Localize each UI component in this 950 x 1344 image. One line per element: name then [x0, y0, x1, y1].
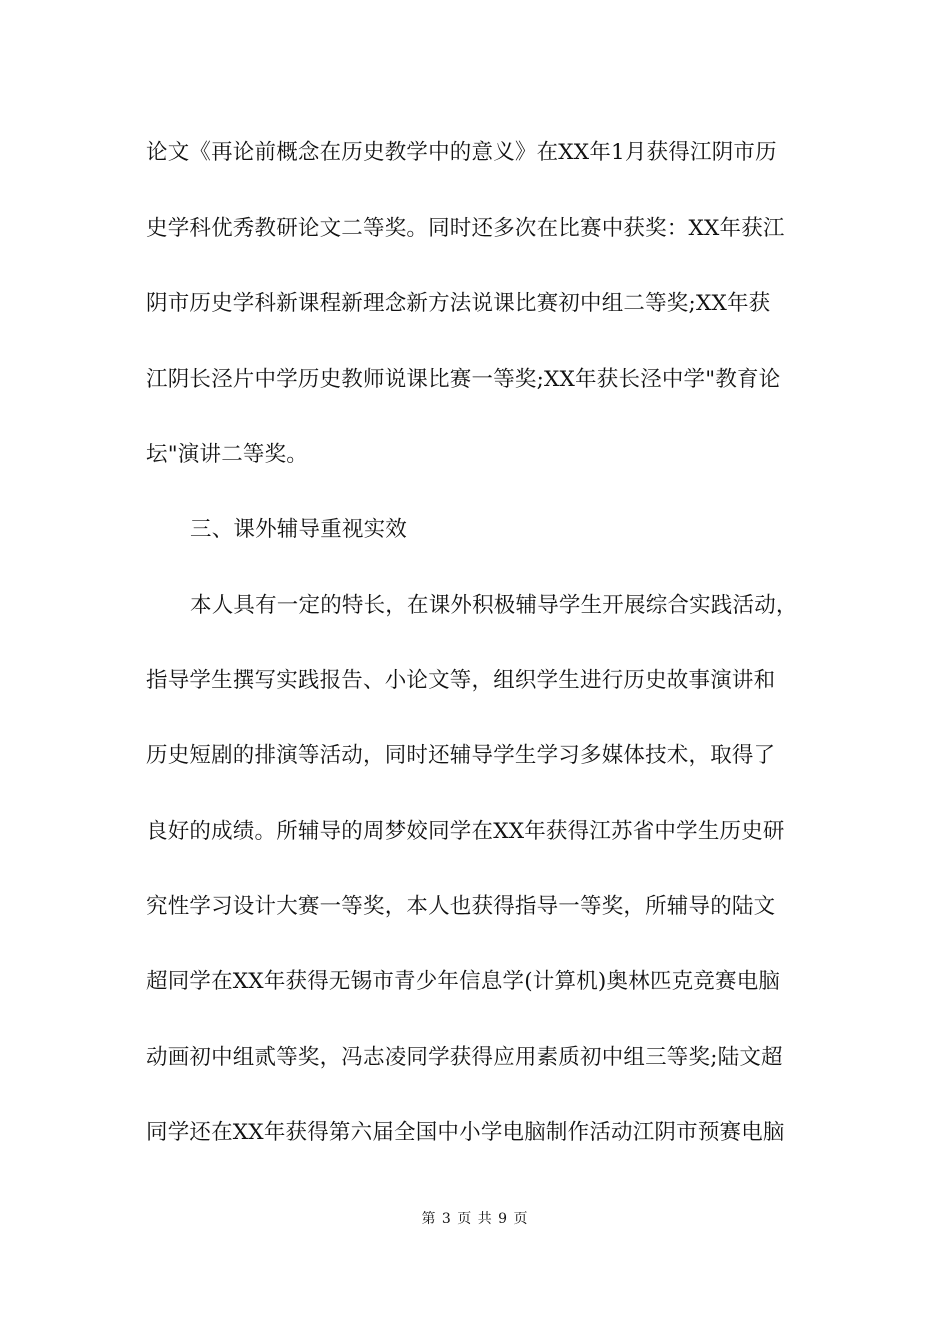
paragraph-line: 阴市历史学科新课程新理念新方法说课比赛初中组二等奖;XX年获	[146, 291, 771, 316]
paragraph-line: 历史短剧的排演等活动，同时还辅导学生学习多媒体技术，取得了	[146, 743, 776, 768]
paragraph-line: 良好的成绩。所辅导的周梦姣同学在XX年获得江苏省中学生历史研	[146, 819, 785, 844]
paragraph-line: 坛"演讲二等奖。	[146, 442, 308, 467]
paragraph-line: 超同学在XX年获得无锡市青少年信息学(计算机)奥林匹克竞赛电脑	[146, 969, 781, 994]
paragraph-line: 指导学生撰写实践报告、小论文等，组织学生进行历史故事演讲和	[146, 668, 776, 693]
paragraph-line: 江阴长泾片中学历史教师说课比赛一等奖;XX年获长泾中学"教育论	[146, 367, 781, 392]
paragraph-line: 论文《再论前概念在历史教学中的意义》在XX年1月获得江阴市历	[146, 140, 777, 165]
paragraph-line: 本人具有一定的特长，在课外积极辅导学生开展综合实践活动，	[190, 593, 798, 618]
paragraph-line: 史学科优秀教研论文二等奖。同时还多次在比赛中获奖：XX年获江	[146, 216, 785, 241]
paragraph-line: 同学还在XX年获得第六届全国中小学电脑制作活动江阴市预赛电脑	[146, 1120, 785, 1145]
paragraph-line: 动画初中组贰等奖，冯志凌同学获得应用素质初中组三等奖;陆文超	[146, 1045, 783, 1070]
paragraph-line: 究性学习设计大赛一等奖，本人也获得指导一等奖，所辅导的陆文	[146, 894, 776, 919]
section-heading: 三、课外辅导重视实效	[190, 517, 408, 542]
page-number-footer: 第 3 页 共 9 页	[421, 1211, 529, 1227]
